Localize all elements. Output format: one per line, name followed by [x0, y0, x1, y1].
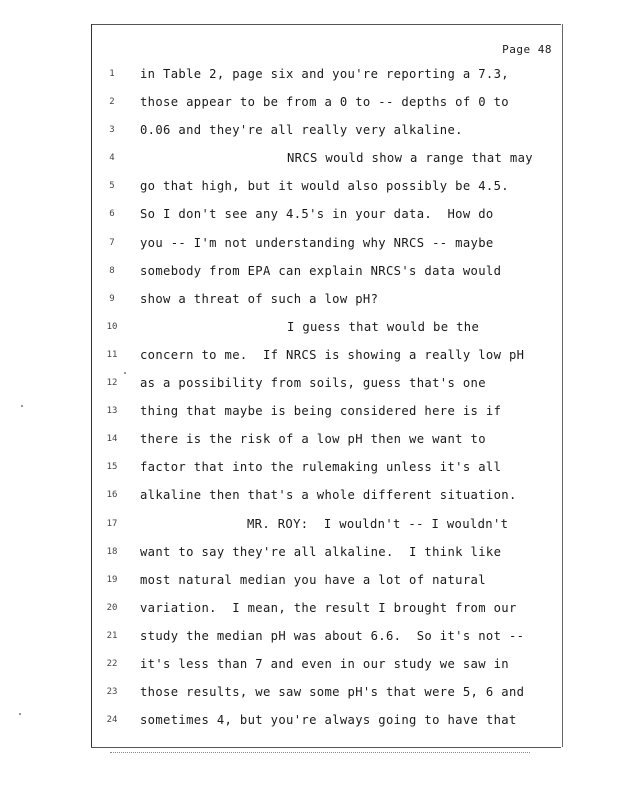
line-text: thing that maybe is being considered here is if [140, 404, 502, 419]
transcript-line [91, 200, 561, 228]
line-number: 24 [106, 715, 118, 726]
line-number: 3 [109, 125, 115, 136]
line-number: 4 [109, 153, 115, 164]
transcript-line [91, 285, 561, 313]
transcript-line [91, 341, 561, 369]
line-text: concern to me. If NRCS is showing a really low pH [140, 347, 525, 362]
line-text: those results, we saw some pH's that were 5, 6 and [140, 685, 525, 700]
line-number: 17 [106, 518, 118, 529]
line-text: in Table 2, page six and you're reporting a 7.3, [140, 67, 509, 81]
line-number: 14 [106, 434, 118, 445]
line-number: 9 [109, 293, 115, 304]
transcript-line [91, 650, 561, 678]
line-number: 21 [106, 630, 118, 641]
line-number: 6 [109, 209, 115, 220]
transcript-line [91, 510, 561, 538]
line-text: NRCS would show a range that may [287, 151, 533, 166]
transcript-line [91, 481, 561, 509]
line-text: I guess that would be the [287, 319, 480, 334]
line-text: those appear to be from a 0 to -- depths of 0 to [140, 95, 509, 110]
transcript-line [91, 622, 561, 650]
line-number: 22 [106, 658, 118, 669]
transcript-line [91, 369, 561, 397]
line-number: 13 [106, 406, 118, 417]
transcript-line [91, 397, 561, 425]
scan-speck [19, 713, 21, 715]
line-text: factor that into the rulemaking unless it's all [140, 460, 502, 475]
line-number: 18 [106, 546, 118, 557]
transcript-line [91, 116, 561, 144]
transcript-line [91, 313, 561, 341]
line-number: 19 [106, 574, 118, 585]
line-number: 10 [106, 321, 118, 332]
line-number: 12 [106, 378, 118, 389]
transcript-line [91, 453, 561, 481]
line-text: variation. I mean, the result I brought from our [140, 600, 517, 615]
line-number: 5 [109, 181, 115, 192]
transcript-line [91, 594, 561, 622]
transcript-line [91, 706, 561, 734]
line-text: there is the risk of a low pH then we want to [140, 432, 486, 447]
line-number: 15 [106, 462, 118, 473]
line-text: alkaline then that's a whole different situation. [140, 488, 517, 503]
transcript-line [91, 425, 561, 453]
page-number-label: Page 48 [502, 43, 552, 56]
line-text: as a possibility from soils, guess that's one [140, 376, 486, 391]
transcript-line [91, 172, 561, 200]
line-text: 0.06 and they're all really very alkaline. [140, 123, 463, 138]
transcript-line [91, 678, 561, 706]
scan-speck [124, 372, 126, 374]
line-number: 16 [106, 490, 118, 501]
line-text: somebody from EPA can explain NRCS's data would [140, 263, 502, 278]
line-number: 7 [109, 237, 115, 248]
transcript-line [91, 538, 561, 566]
transcript-lines [91, 60, 561, 734]
line-text: sometimes 4, but you're always going to have that [140, 713, 517, 728]
transcript-line [91, 88, 561, 116]
transcript-line [91, 60, 561, 88]
line-text: MR. ROY: I wouldn't -- I wouldn't [247, 516, 509, 531]
line-number: 1 [109, 69, 115, 79]
line-number: 23 [106, 687, 118, 698]
line-number: 8 [109, 265, 115, 276]
line-text: want to say they're all alkaline. I think like [140, 544, 502, 559]
line-text: most natural median you have a lot of natural [140, 572, 486, 587]
line-number: 11 [106, 349, 118, 360]
line-number: 20 [106, 602, 118, 613]
line-number: 2 [109, 97, 115, 108]
line-text: it's less than 7 and even in our study we saw in [140, 656, 509, 671]
line-text: So I don't see any 4.5's in your data. How do [140, 207, 494, 222]
line-text: you -- I'm not understanding why NRCS -- maybe [140, 235, 494, 250]
line-text: study the median pH was about 6.6. So it's not -- [140, 628, 525, 643]
transcript-line [91, 229, 561, 257]
transcript-line [91, 144, 561, 172]
transcript-line [91, 257, 561, 285]
line-text: show a threat of such a low pH? [140, 291, 379, 306]
transcript-line [91, 566, 561, 594]
page-bottom-rule [91, 747, 561, 748]
page-footer-rule [110, 752, 530, 753]
scan-speck [21, 405, 23, 407]
line-text: go that high, but it would also possibly be 4.5. [140, 179, 509, 194]
